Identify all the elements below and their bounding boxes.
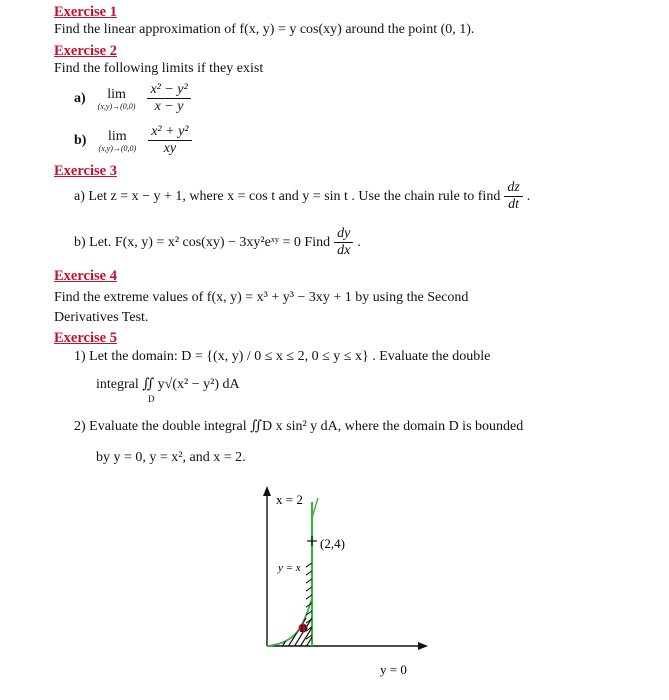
exercise-4-line2: Derivatives Test. xyxy=(54,310,149,325)
exercise-3b xyxy=(74,226,361,259)
exercise-2-heading: Exercise 2 xyxy=(54,43,117,59)
lim-word: lim xyxy=(108,128,127,144)
lim-subscript: (x,y)→(0,0) xyxy=(98,143,137,153)
label-y-equals-x: y = x xyxy=(278,562,301,574)
domain-figure xyxy=(240,478,450,698)
exercise-2b-fraction xyxy=(148,124,191,157)
exercise-2a xyxy=(74,82,191,115)
exercise-3a-period: . xyxy=(526,188,531,204)
lim-subscript: (x,y)→(0,0) xyxy=(97,101,136,111)
exercise-5-part2-line1: 2) Evaluate the double integral ∬D x sin² y dA, where the domain D is bounded xyxy=(74,419,524,434)
exercise-3b-fraction xyxy=(334,226,353,259)
x-axis-arrow-icon xyxy=(418,642,428,650)
exercise-3a xyxy=(74,180,530,213)
exercise-3b-text: b) Let. F(x, y) = x² cos(xy) − 3xy²eˣʸ = 0 Find xyxy=(74,234,331,250)
exercise-2a-limit xyxy=(98,87,136,111)
label-y-equals-0: y = 0 xyxy=(380,662,407,677)
fraction-numerator: dz xyxy=(504,180,522,197)
exercise-2-text: Find the following limits if they exist xyxy=(54,61,264,76)
label-x-equals-2: x = 2 xyxy=(276,492,303,507)
fraction-denominator: x − y xyxy=(154,99,184,114)
exercise-2b-label: b) xyxy=(74,132,87,148)
exercise-1-heading: Exercise 1 xyxy=(54,4,117,20)
fraction-numerator: x² − y² xyxy=(147,82,190,99)
exercise-3a-fraction xyxy=(504,180,522,213)
exercise-2b xyxy=(74,124,192,157)
exercise-4-heading: Exercise 4 xyxy=(54,268,117,284)
exercise-3a-text: a) Let z = x − y + 1, where x = cos t and y = sin t . Use the chain rule to find xyxy=(74,188,501,204)
exercise-3b-period: . xyxy=(357,234,361,250)
fraction-denominator: dt xyxy=(508,197,519,212)
exercise-3-heading: Exercise 3 xyxy=(54,163,117,179)
fraction-denominator: dx xyxy=(337,243,351,258)
domain-label: D xyxy=(300,624,308,635)
exercise-5-heading: Exercise 5 xyxy=(54,330,117,346)
exercise-5-part1-line2: integral ∬ y√(x² − y²) dA xyxy=(96,377,240,392)
exercise-1-text: Find the linear approximation of f(x, y) = y cos(xy) around the point (0, 1). xyxy=(54,22,475,37)
exercise-2b-limit xyxy=(98,129,136,153)
lim-word: lim xyxy=(107,86,126,102)
label-point: (2,4) xyxy=(320,536,345,551)
exercise-2a-fraction xyxy=(147,82,190,115)
integral-domain-subscript: D xyxy=(148,394,155,404)
exercise-2a-label: a) xyxy=(74,90,86,106)
y-axis-arrow-icon xyxy=(263,486,271,496)
fraction-numerator: dy xyxy=(334,226,353,243)
fraction-denominator: xy xyxy=(163,141,177,156)
exercise-4-line1: Find the extreme values of f(x, y) = x³ + y³ − 3xy + 1 by using the Second xyxy=(54,290,469,305)
exercise-5-part1-line1: 1) Let the domain: D = {(x, y) / 0 ≤ x ≤ 2, 0 ≤ y ≤ x} . Evaluate the double xyxy=(74,349,491,364)
exercise-5-part2-line2: by y = 0, y = x², and x = 2. xyxy=(96,450,246,465)
fraction-numerator: x² + y² xyxy=(148,124,191,141)
